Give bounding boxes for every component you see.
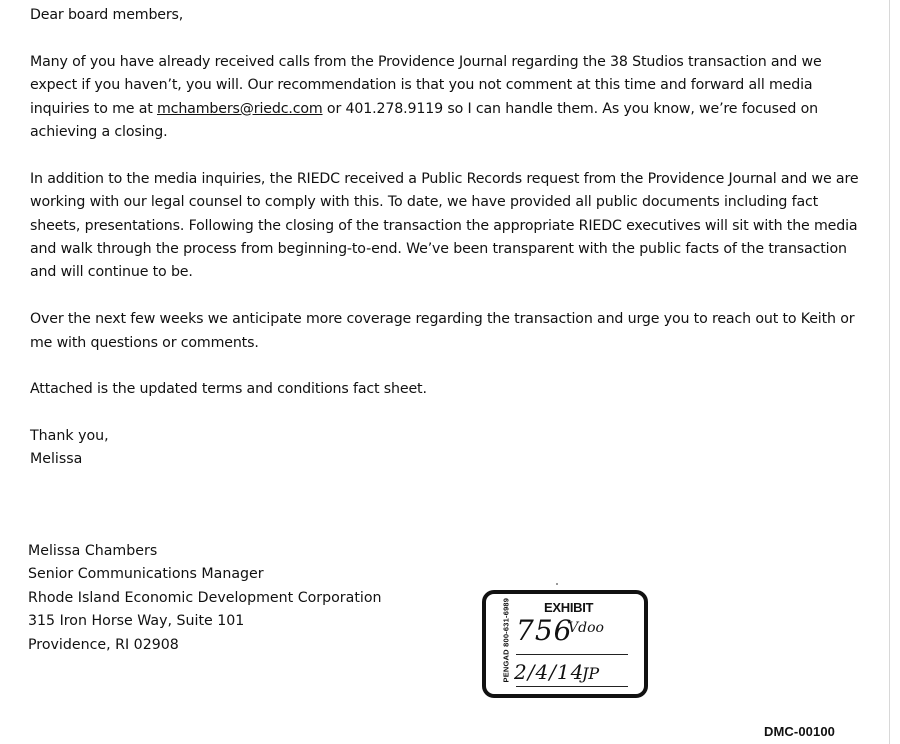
paragraph-1-text-start: Many of you have already received calls from the Providence Journal regarding the 38 Studios transaction and we expect if you haven’t, you will. Our recommendation is that you not comment at this time and forward all media inquiries to me at <box>30 53 822 117</box>
paragraph-attachment: Attached is the updated terms and conditions fact sheet. <box>30 381 427 398</box>
paragraph-public-records: In addition to the media inquiries, the RIEDC received a Public Records request from the Providence Journal and we are working with our legal counsel to comply with this. To date, we have provided all public documents including fact sheets, presentations. Following the closing of the transaction the appropriate RIEDC executives will sit with the media and walk through the process from beginning-to-end. We’ve been transparent with the public facts of the transaction and will continue to be. <box>30 170 859 281</box>
scan-speck <box>556 583 558 585</box>
email-link[interactable]: mchambers@riedc.com <box>157 100 323 117</box>
stamp-rule-bottom <box>516 686 628 687</box>
closing-name: Melissa <box>30 451 83 468</box>
paragraph-media-calls <box>30 51 860 145</box>
signature-organization: Rhode Island Economic Development Corporation <box>28 589 382 606</box>
stamp-vendor-text: PENGAD 800-631-6989 <box>501 597 511 683</box>
salutation: Dear board members, <box>30 7 184 23</box>
bates-number: DMC-00100 <box>764 724 835 739</box>
signature-address-line-2: Providence, RI 02908 <box>28 636 179 653</box>
stamp-rule-top <box>516 654 628 655</box>
exhibit-stamp <box>482 590 648 698</box>
signature-block <box>28 540 382 657</box>
paragraph-1-text-end: or 401.278.9119 so I can handle them. As you know, we’re focused on achieving a closing. <box>30 100 819 141</box>
signature-name: Melissa Chambers <box>28 543 158 559</box>
closing-text: Thank you, <box>30 428 109 444</box>
signature-title: Senior Communications Manager <box>28 566 264 583</box>
stamp-title: EXHIBIT <box>544 600 594 615</box>
letter-body <box>30 4 860 425</box>
closing-block <box>30 425 109 472</box>
paragraph-coverage: Over the next few weeks we anticipate more coverage regarding the transaction and urge you to reach out to Keith or me with questions or comments. <box>30 311 855 351</box>
handwritten-initials: JP <box>582 664 600 683</box>
signature-address-line-1: 315 Iron Horse Way, Suite 101 <box>28 613 245 630</box>
page-edge-line <box>889 0 890 744</box>
handwritten-exhibit-number: 756 <box>516 614 573 647</box>
handwritten-deponent-name: Vdoo <box>568 620 604 636</box>
handwritten-date: 2/4/14 <box>514 660 585 684</box>
